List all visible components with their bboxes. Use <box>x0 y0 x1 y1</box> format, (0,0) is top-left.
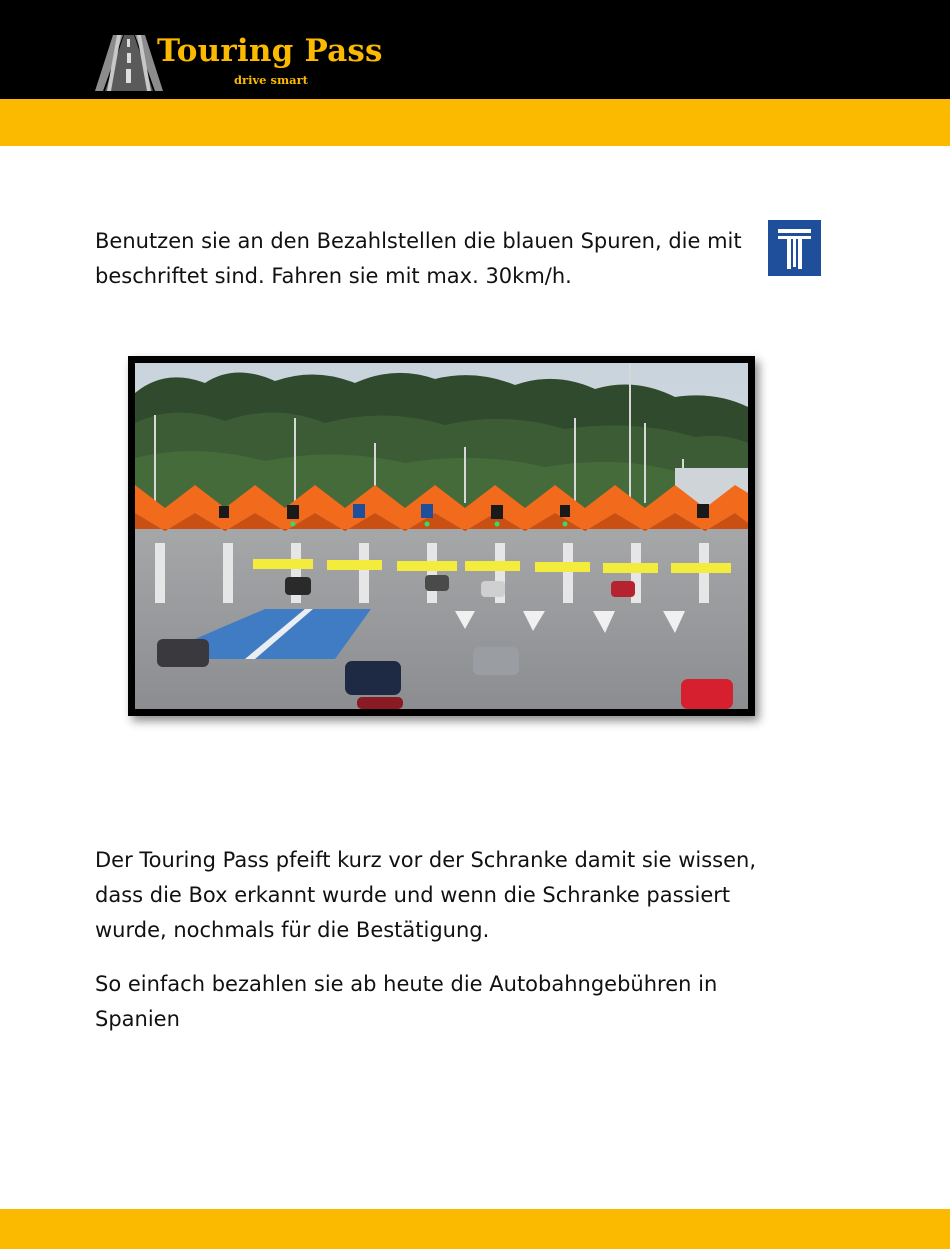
footer-accent-bar <box>0 1209 950 1249</box>
touring-pass-t-icon <box>768 220 821 276</box>
toll-plaza-photo-frame <box>128 356 755 716</box>
toll-plaza-photo <box>135 363 748 709</box>
touring-pass-badge <box>768 220 821 276</box>
intro-paragraph: Benutzen sie an den Bezahlstellen die blauen Spuren, die mit beschriftet sind. Fahren sie mit max. 30km/h. <box>95 229 742 288</box>
brand-name: Touring Pass <box>157 33 383 69</box>
brand-logo[interactable] <box>95 33 385 93</box>
road-logo-icon <box>95 35 163 91</box>
brand-tagline: drive smart <box>234 73 308 87</box>
header-accent-bar <box>0 99 950 146</box>
closing-paragraph: So einfach bezahlen sie ab heute die Autobahngebühren in Spanien <box>95 972 718 1031</box>
beep-explanation-paragraph: Der Touring Pass pfeift kurz vor der Schranke damit sie wissen, dass die Box erkannt wurde und wenn die Schranke passiert wurde, nochmals für die Bestätigung. <box>95 848 757 942</box>
